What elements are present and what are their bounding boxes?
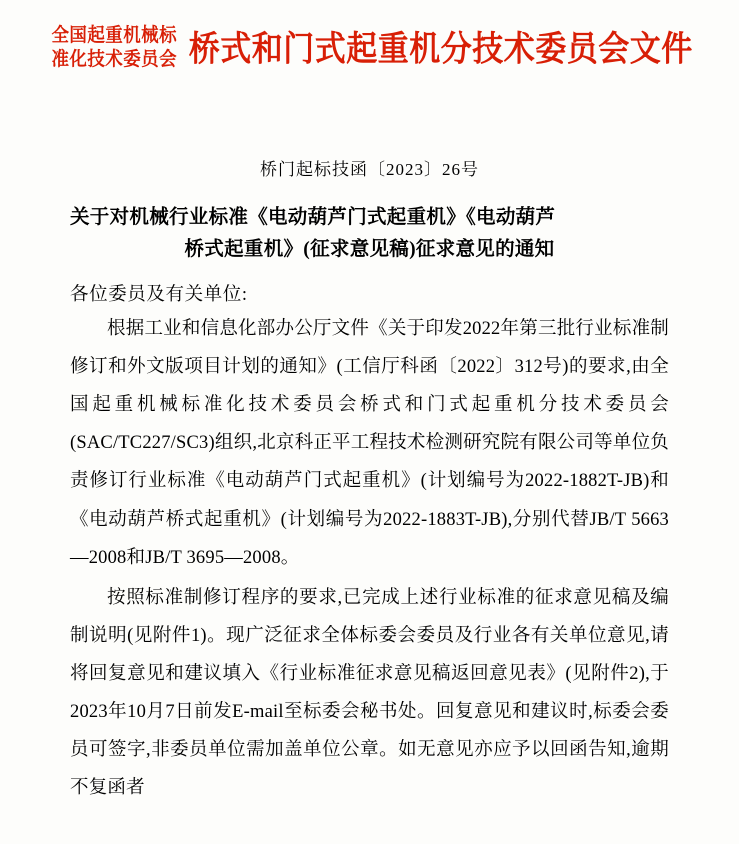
document-number: 桥门起标技函〔2023〕26号 [260,159,479,179]
salutation: 各位委员及有关单位: [70,284,248,305]
document-title [70,202,669,266]
masthead [51,0,693,77]
masthead-title: 桥式和门式起重机分技术委员会文件 [188,28,693,68]
paragraph-1: 根据工业和信息化部办公厅文件《关于印发2022年第三批行业标准制修订和外文版项目计划的通知》(工信厅科函〔2022〕312号)的要求,由全国起重机械标准化技术委员会桥式和门式起重机分技术委员会(SAC/TC227/SC3)组织,北京科正平工程技术检测研究院有限公司等单位负责修订行业标准《电动葫芦门式起重机》(计划编号为2022-1882T-JB)和《电动葫芦桥式起重机》(计划编号为2022-1883T-JB),分别代替JB/T 5663—2008和JB/T 3695—2008。 [70,318,669,568]
document-title-line2: 桥式起重机》(征求意见稿)征求意见的通知 [184,238,555,260]
masthead-issuer-line1: 全国起重机械标 [51,25,178,46]
document-title-line1: 关于对机械行业标准《电动葫芦门式起重机》《电动葫芦 [70,206,556,228]
masthead-issuer-line2: 准化技术委员会 [51,49,178,71]
paragraph-2: 按照标准制修订程序的要求,已完成上述行业标准的征求意见稿及编制说明(见附件1)。现广泛征求全体标委会委员及行业各有关单位意见,请将回复意见和建议填入《行业标准征求意见稿返回意见表》(见附件2),于2023年10月7日前发E-mail至标委会秘书处。回复意见和建议时,标委会委员可签字,非委员单位需加盖单位公章。如无意见亦应予以回函告知,逾期不复函者 [70,587,669,799]
masthead-issuer [52,24,178,73]
